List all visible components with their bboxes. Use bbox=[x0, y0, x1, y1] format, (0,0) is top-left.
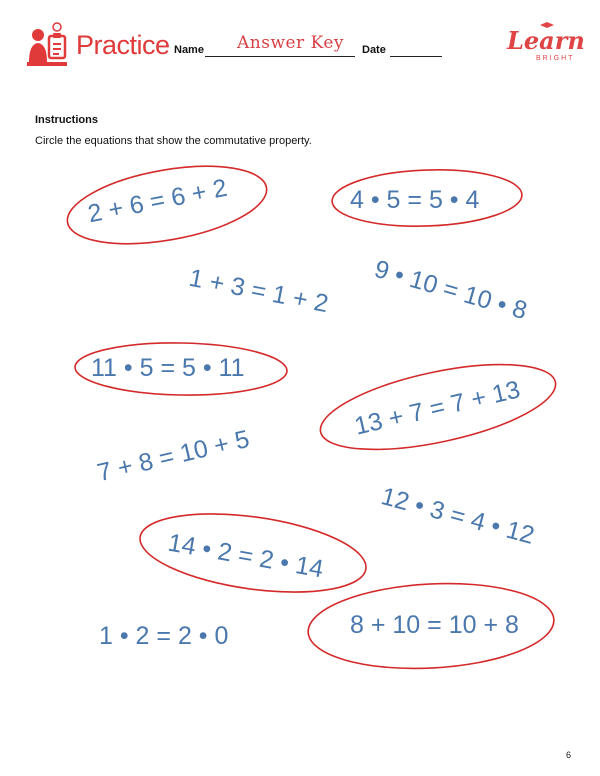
answer-key-text: Answer Key bbox=[237, 33, 344, 53]
date-field-line bbox=[390, 56, 442, 57]
equation-11: 8 + 10 = 10 + 8 bbox=[350, 611, 519, 639]
instructions-heading: Instructions bbox=[35, 114, 98, 126]
equation-2: 4 • 5 = 5 • 4 bbox=[350, 186, 480, 214]
name-field-line bbox=[205, 56, 355, 57]
page-number: 6 bbox=[566, 750, 572, 760]
instructions-text: Circle the equations that show the commutative property. bbox=[35, 135, 312, 147]
practice-title: Practice bbox=[76, 30, 170, 60]
date-label: Date bbox=[362, 44, 386, 56]
name-label: Name bbox=[174, 44, 204, 56]
equation-10: 1 • 2 = 2 • 0 bbox=[99, 622, 229, 650]
practice-person-icon bbox=[27, 22, 71, 68]
equation-9: 14 • 2 = 2 • 14 bbox=[165, 528, 326, 584]
page-header bbox=[0, 0, 600, 80]
equation-8: 12 • 3 = 4 • 12 bbox=[378, 482, 538, 550]
equation-4: 9 • 10 = 10 • 8 bbox=[371, 254, 531, 326]
equation-7: 7 + 8 = 10 + 5 bbox=[94, 424, 253, 488]
logo-learn: Learn bbox=[507, 26, 585, 55]
equation-3: 1 + 3 = 1 + 2 bbox=[186, 263, 331, 319]
equation-6: 13 + 7 = 7 + 13 bbox=[351, 375, 523, 441]
logo-bright: BRIGHT bbox=[536, 55, 575, 62]
equation-5: 11 • 5 = 5 • 11 bbox=[91, 354, 245, 382]
equation-1: 2 + 6 = 6 + 2 bbox=[85, 173, 230, 229]
